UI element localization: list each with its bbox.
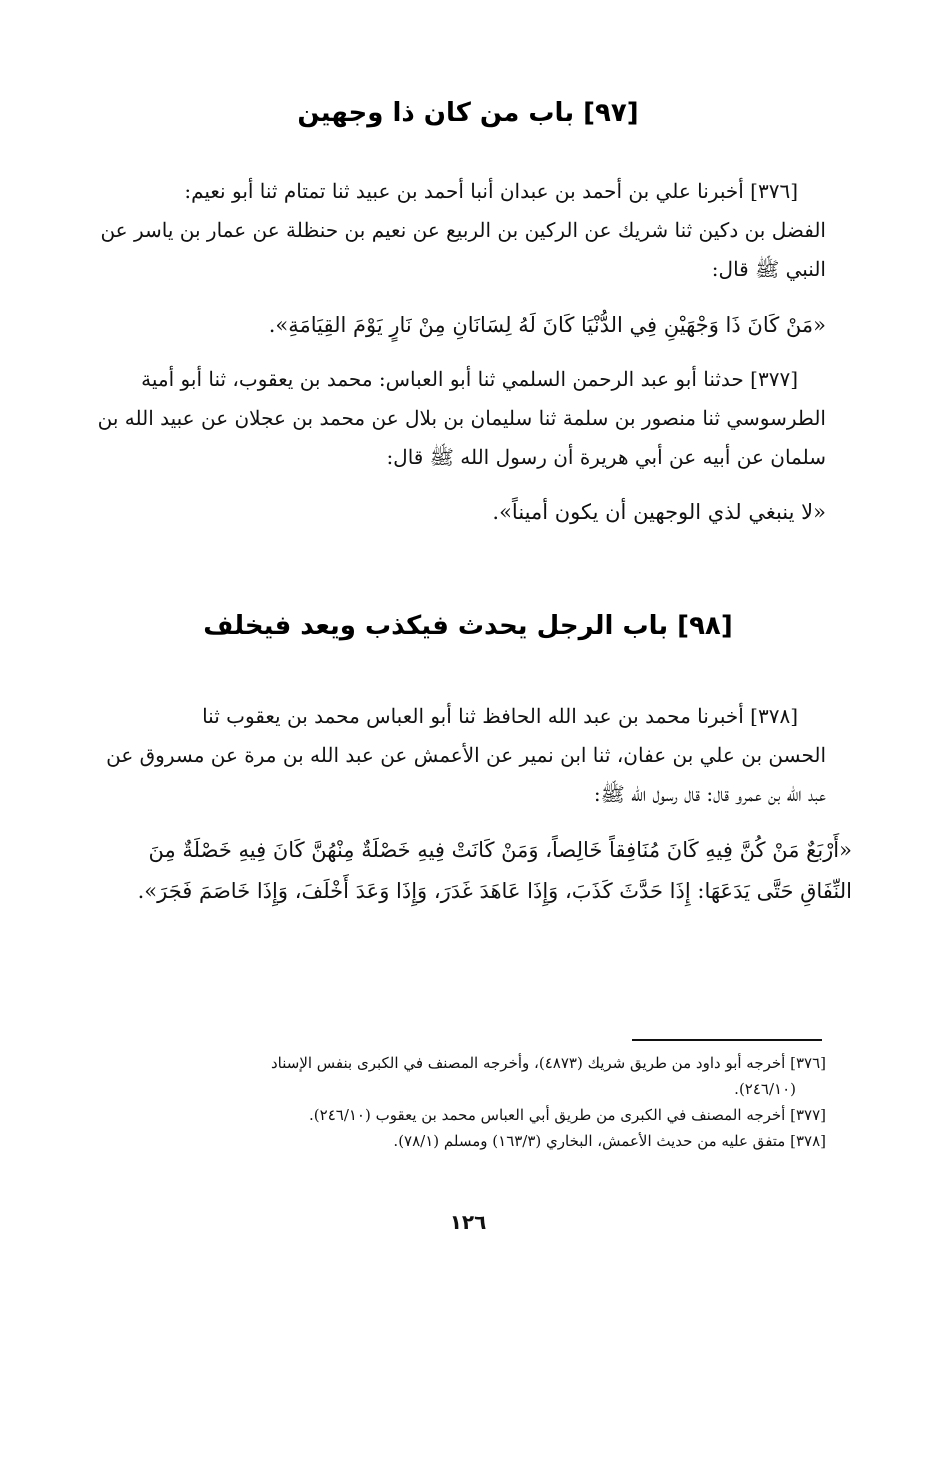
hadith-377-line-3: سلمان عن أبيه عن أبي هريرة أن رسول الله ﷺ قال: <box>386 445 826 469</box>
hadith-377-text <box>100 492 826 533</box>
hadith-378-line-3: عبد الله بن عمرو قال: قال رسول الله ﷺ: <box>593 782 826 806</box>
footnote-377: [٣٧٧] أخرجه المصنف في الكبرى من طريق أبي العباس محمد بن يعقوب (٢٤٦/١٠). <box>309 1106 826 1124</box>
hadith-377-line-1: [٣٧٧] حدثنا أبو عبد الرحمن السلمي ثنا أبو العباس: محمد بن يعقوب، ثنا أبو أمية <box>141 367 798 391</box>
footnotes <box>78 1050 826 1154</box>
page-number: ١٢٦ <box>449 1210 487 1234</box>
footnote-378: [٣٧٨] متفق عليه من حديث الأعمش، البخاري (١٦٣/٣) ومسلم (٧٨/١). <box>393 1132 826 1150</box>
hadith-377-isnad <box>72 360 826 477</box>
hadith-378-matn-line-2: النِّفَاقِ حَتَّى يَدَعَهَا: إِذَا حَدَّثَ كَذَبَ، وَإِذَا عَاهَدَ غَدَرَ، وَإِذَا وَعَدَ أَخْلَفَ، وَإِذَا خَاصَمَ فَجَرَ». <box>137 879 852 903</box>
footnote-376-line-2: (٢٤٦/١٠). <box>734 1080 796 1098</box>
footnote-376-line-1: [٣٧٦] أخرجه أبو داود من طريق شريك (٤٨٧٣)، وأخرجه المصنف في الكبرى بنفس الإسناد <box>270 1054 826 1072</box>
hadith-376-line-1: [٣٧٦] أخبرنا علي بن أحمد بن عبدان أنبا أحمد بن عبيد ثنا تمتام ثنا أبو نعيم: <box>184 179 798 203</box>
hadith-378-text <box>78 830 852 912</box>
hadith-378-line-2: الحسن بن علي بن عفان، ثنا ابن نمير عن الأعمش عن عبد الله بن مرة عن مسروق عن <box>106 743 826 767</box>
chapter-97-title: [٩٧] باب من كان ذا وجهين <box>297 98 639 128</box>
hadith-376-matn: «مَنْ كَانَ ذَا وَجْهَيْنِ فِي الدُّنْيَا كَانَ لَهُ لِسَانَانِ مِنْ نَارٍ يَوْمَ القِيَامَةِ». <box>268 313 826 337</box>
hadith-376-line-3: النبي ﷺ قال: <box>711 257 826 281</box>
hadith-376-line-2: الفضل بن دكين ثنا شريك عن الركين بن الربيع عن نعيم بن حنظلة عن عمار بن ياسر عن <box>100 218 826 242</box>
hadith-378-matn-line-1: «أَرْبَعٌ مَنْ كُنَّ فِيهِ كَانَ مُنَافِقاً خَالِصاً، وَمَنْ كَانَتْ فِيهِ خَصْلَةٌ مِنْهُنَّ كَانَ فِيهِ خَصْلَةٌ مِنَ <box>148 838 852 862</box>
hadith-377-line-2: الطرسوسي ثنا منصور بن سلمة ثنا سليمان بن بلال عن محمد بن عجلان عن عبيد الله بن <box>97 406 826 430</box>
hadith-378-line-1: [٣٧٨] أخبرنا محمد بن عبد الله الحافظ ثنا أبو العباس محمد بن يعقوب ثنا <box>202 704 798 728</box>
hadith-378-isnad <box>72 697 826 814</box>
hadith-376-isnad <box>72 172 826 289</box>
footnote-divider <box>632 1039 822 1041</box>
chapter-98-title: [٩٨] باب الرجل يحدث فيكذب ويعد فيخلف <box>203 611 733 641</box>
hadith-377-matn: «لا ينبغي لذي الوجهين أن يكون أميناً». <box>492 500 826 524</box>
hadith-376-text <box>100 305 826 346</box>
